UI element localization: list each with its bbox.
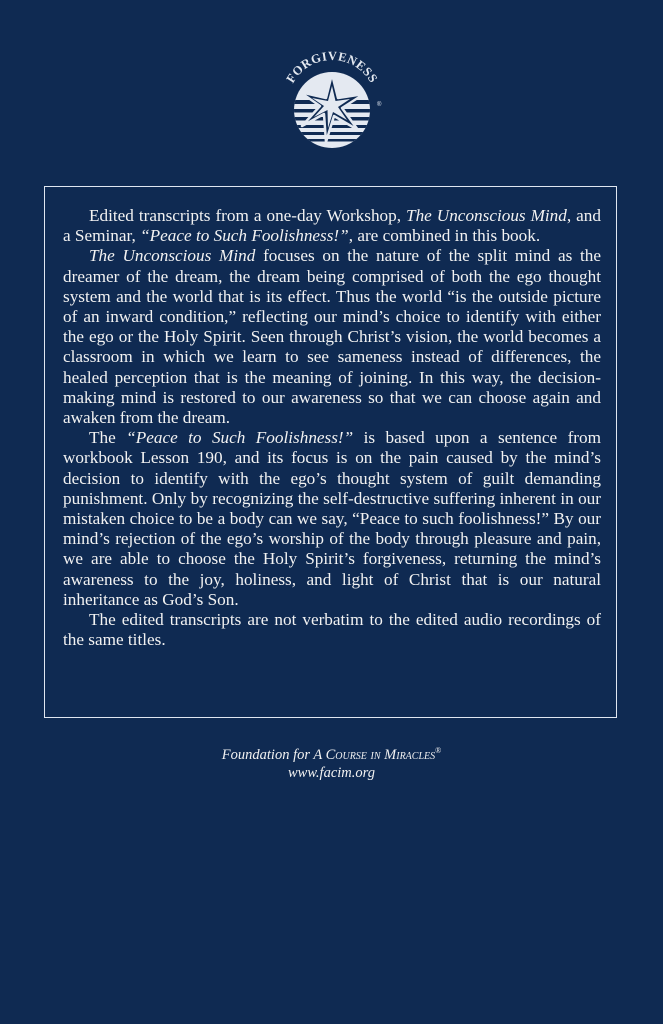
paragraph-4: The edited transcripts are not verbatim to the edited audio recordings of the same titles.	[63, 610, 601, 650]
publisher-url: www.facim.org	[287, 765, 375, 781]
publisher-name	[0, 746, 663, 764]
publisher-footer	[0, 746, 663, 782]
workshop-title: The Unconscious Mind	[406, 206, 567, 225]
registered-mark-footer: ®	[435, 746, 442, 755]
p1-text-a: Edited transcripts from a one-day Workshop,	[89, 206, 407, 225]
publisher-name-smallcaps: Course in Miracles	[325, 747, 436, 763]
star-icon	[274, 46, 390, 162]
paragraph-3	[63, 428, 601, 610]
p3-text-a: The	[89, 428, 127, 448]
blurb-box	[44, 186, 617, 718]
p2-text: focuses on the nature of the split mind as the dreamer of the dream, the dream being comprised of both the ego thought system and the world that is its effect. Thus the world “is the outside picture of an inward condition,” reflecting our mind’s choice to identify with either the ego or the Holy Spirit. Seen through Christ’s vision, the world becomes a classroom in which we learn to see sameness instead of differences, the healed perception that is the meaning of joining. In this way, the decision-making mind is restored to our awareness so that we can choose again and awaken from the dream.	[63, 246, 601, 428]
book-description	[63, 206, 601, 650]
publisher-name-text: Foundation for A	[221, 747, 326, 763]
registered-mark: ®	[377, 102, 382, 108]
forgiveness-logo	[274, 46, 390, 162]
paragraph-1	[63, 206, 601, 246]
p3-text: is based upon a sentence from workbook Lesson 190, and its focus is on the pain caused by the mind’s decision to identify with the ego’s thought system of guilt demanding punishment. Only by recognizing the self-destructive suffering inherent in our mistaken choice to be a body can we say, “Peace to such foolishness!” By our mind’s rejection of the ego’s worship of the body through pleasure and pain, we are able to choose the Holy Spirit’s forgiveness, returning the mind’s awareness to the joy, holiness, and light of Christ that is our natural inheritance as God’s Son.	[63, 428, 601, 609]
paragraph-2	[63, 246, 601, 428]
p1-text-c: , and a Seminar,	[63, 206, 601, 246]
p3-title: “Peace to Such Foolishness!”	[126, 428, 354, 448]
p1-text-e: , are combined in this book.	[348, 226, 541, 246]
p2-title: The Unconscious Mind	[89, 246, 256, 266]
logo-arc-text: FORGIVENESS	[283, 48, 381, 86]
seminar-title: “Peace to Such Foolishness!”	[140, 226, 349, 246]
